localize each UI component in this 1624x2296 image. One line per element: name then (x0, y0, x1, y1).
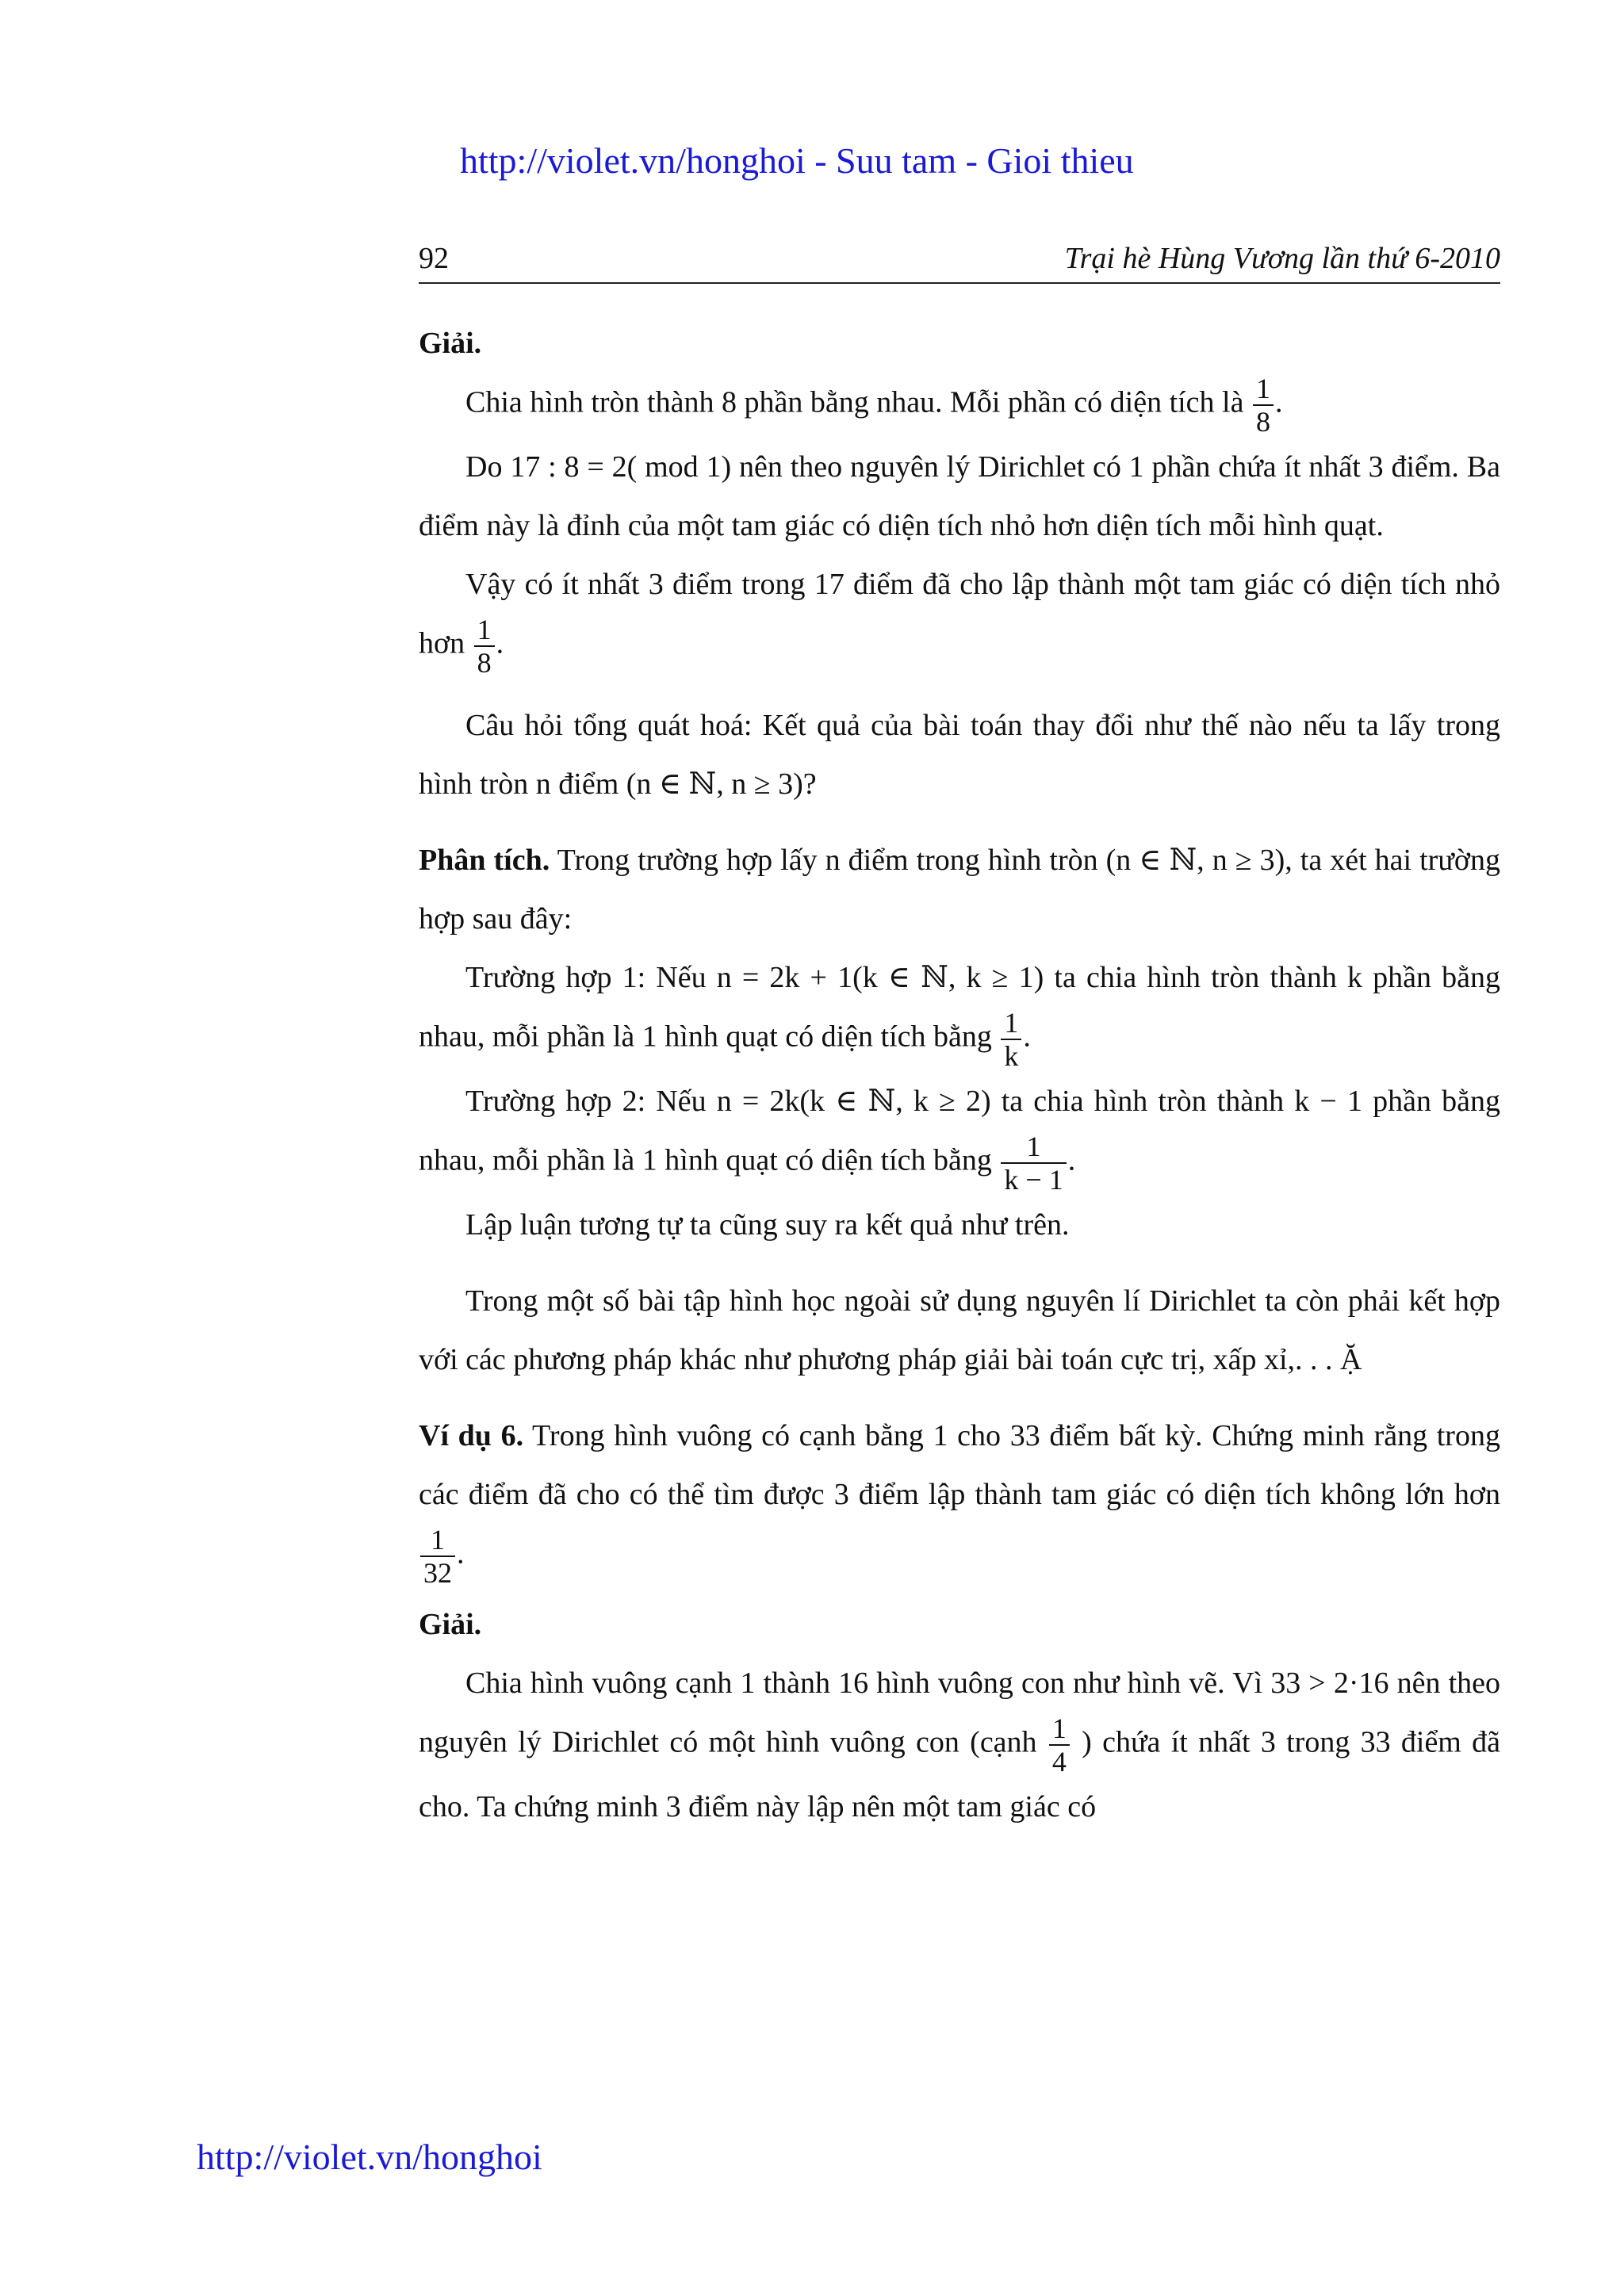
fraction: $\frac{1}{k - 1}$ (1001, 1131, 1066, 1196)
solution-heading: Giải. (419, 1608, 482, 1641)
paragraph: Chia hình tròn thành 8 phần bằng nhau. Mỗi phần có diện tích là $\frac{1}{8}$ . (465, 373, 1283, 438)
paragraph: Trường hợp 1: Nếu n = 2k + 1(k ∈ ℕ, k ≥ 1) ta chia hình tròn thành k phần bằng nhau, mỗi phần là 1 hình quạt có diện tích bằng $\frac{1}{k}$ . (419, 961, 1500, 1072)
fraction: $\frac{1}{32}$ (420, 1524, 455, 1589)
running-title: Trại hè Hùng Vương lần thứ 6-2010 (1064, 242, 1500, 275)
paragraph: Trường hợp 2: Nếu n = 2k(k ∈ ℕ, k ≥ 2) ta chia hình tròn thành k − 1 phần bằng nhau, mỗi phần là 1 hình quạt có diện tích bằng $\frac{1}{k - 1}$ . (419, 1085, 1500, 1196)
analysis-paragraph: Phân tích. Trong trường hợp lấy n điểm trong hình tròn (n ∈ ℕ, n ≥ 3), ta xét hai trường hợp sau đây: (419, 844, 1500, 936)
paragraph: Do 17 : 8 = 2( mod 1) nên theo nguyên lý Dirichlet có 1 phần chứa ít nhất 3 điểm. Ba điểm này là đỉnh của một tam giác có diện tích nhỏ hơn diện tích mỗi hình quạt. (419, 450, 1500, 542)
bottom-link[interactable]: http://violet.vn/honghoi (197, 2137, 542, 2177)
fraction: $\frac{1}{8}$ (1253, 373, 1274, 438)
paragraph: Lập luận tương tự ta cũng suy ra kết quả như trên. (465, 1208, 1070, 1242)
fraction: $\frac{1}{8}$ (474, 614, 495, 679)
solution-heading: Giải. (419, 327, 482, 360)
fraction: $\frac{1}{k}$ (1001, 1007, 1021, 1072)
example-paragraph: Ví dụ 6. Trong hình vuông có cạnh bằng 1 cho 33 điểm bất kỳ. Chứng minh rằng trong các điểm đã cho có thể tìm được 3 điểm lập thành tam giác có diện tích không lớn hơn $\frac{1}{32}$ . (419, 1419, 1500, 1589)
paragraph: Vậy có ít nhất 3 điểm trong 17 điểm đã cho lập thành một tam giác có diện tích nhỏ hơn $\frac{1}{8}$ . (419, 568, 1500, 679)
paragraph: Chia hình vuông cạnh 1 thành 16 hình vuông con như hình vẽ. Vì 33 > 2·16 nên theo nguyên lý Dirichlet có một hình vuông con (cạnh $\frac{1}{4}$ ) chứa ít nhất 3 trong 33 điểm đã cho. Ta chứng minh 3 điểm này lập nên một tam giác có (419, 1667, 1501, 1823)
paragraph: Câu hỏi tổng quát hoá: Kết quả của bài toán thay đổi như thế nào nếu ta lấy trong hình tròn n điểm (n ∈ ℕ, n ≥ 3)? (419, 709, 1500, 801)
fraction: $\frac{1}{4}$ (1049, 1712, 1070, 1777)
top-link[interactable]: http://violet.vn/honghoi - Suu tam - Gioi thieu (460, 140, 1134, 181)
page-number: 92 (419, 242, 449, 275)
paragraph: Trong một số bài tập hình học ngoài sử dụng nguyên lí Dirichlet ta còn phải kết hợp với các phương pháp khác như phương pháp giải bài toán cực trị, xấp xỉ,. . . Ặ (419, 1284, 1500, 1376)
page-body (419, 314, 1500, 1836)
page-header (419, 235, 1500, 284)
